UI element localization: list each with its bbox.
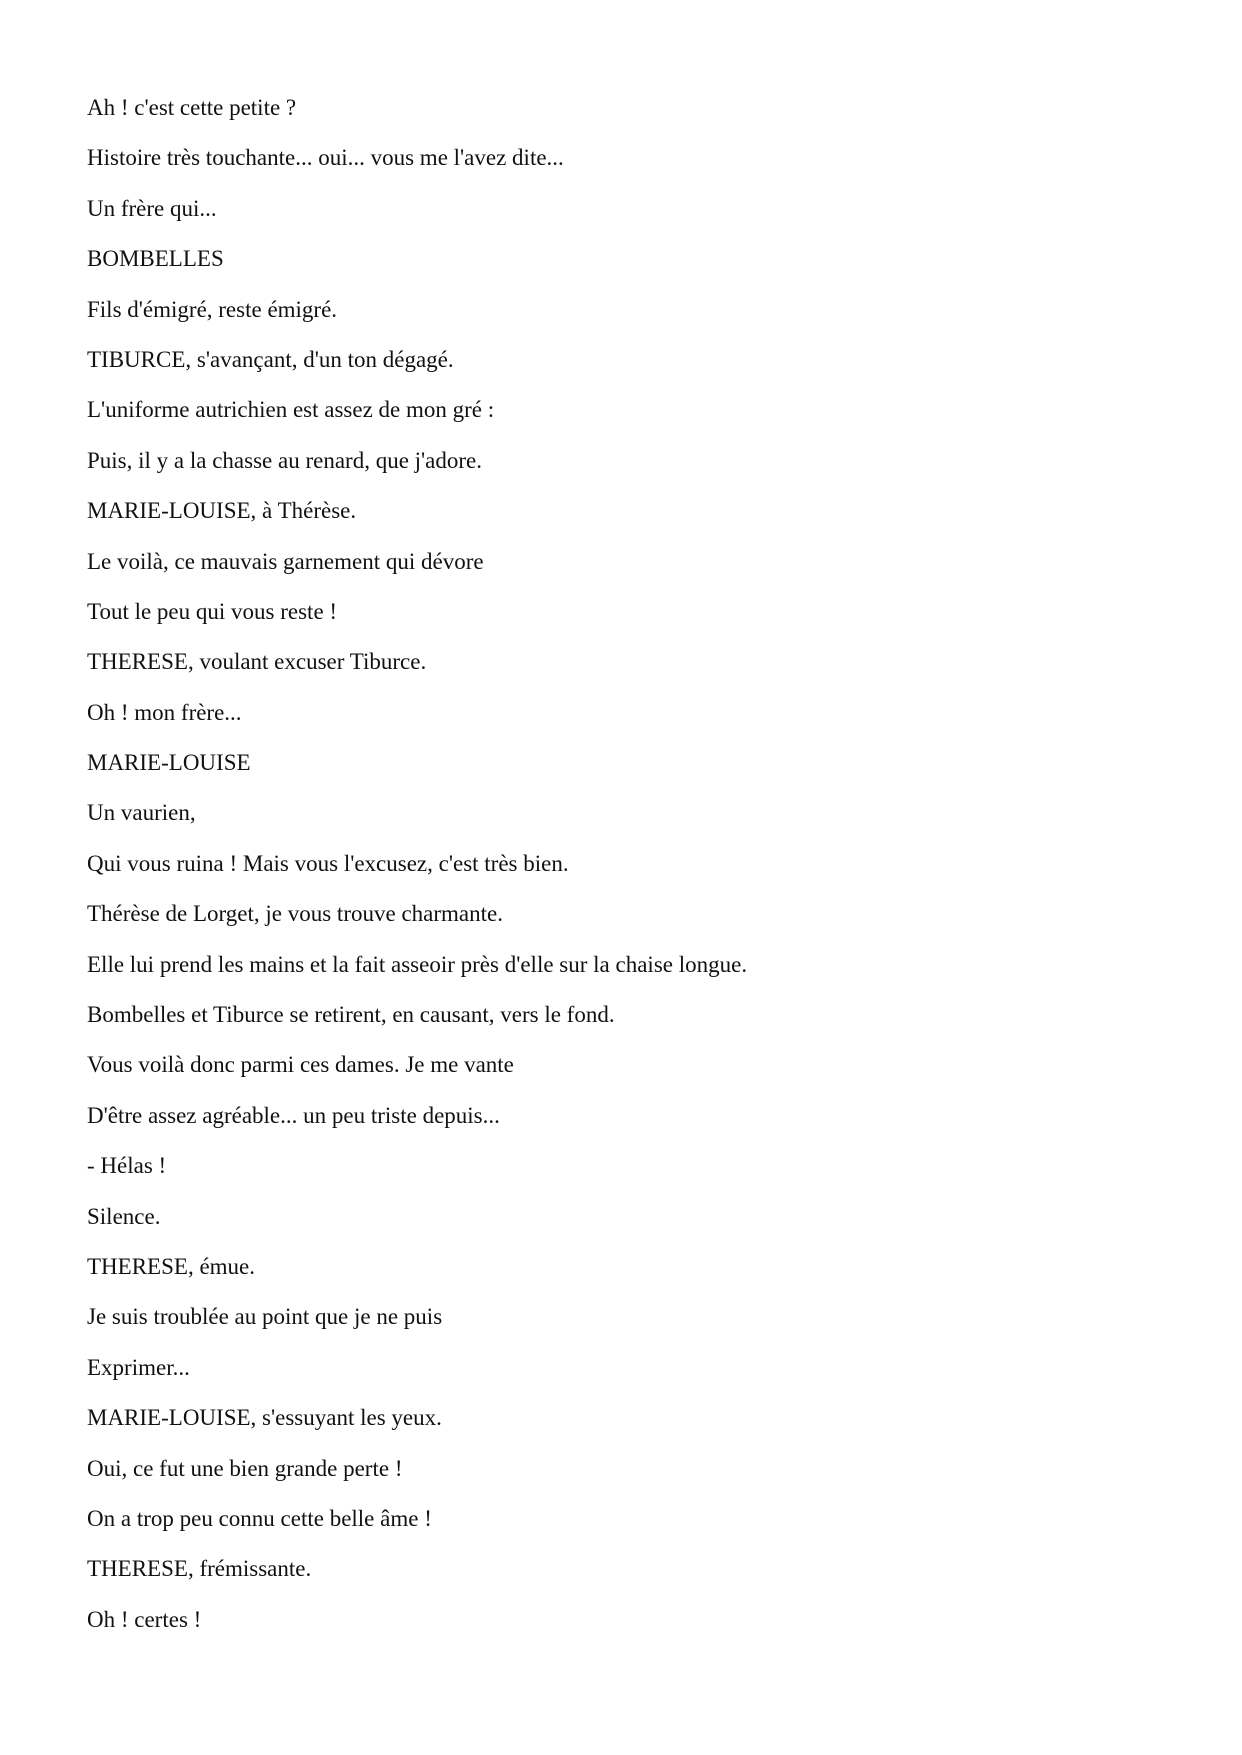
text-lines [87,94,1187,1656]
text-line: Oh ! certes ! [87,1606,202,1632]
text-line: Un vaurien, [87,800,196,826]
text-line: Ah ! c'est cette petite ? [87,95,297,120]
text-line: Oui, ce fut une bien grande perte ! [87,1455,403,1481]
speaker-name: THERESE, voulant excuser Tiburce. [87,649,427,675]
text-line: Vous voilà donc parmi ces dames. Je me vante [87,1052,514,1078]
text-line: Oh ! mon frère... [87,699,242,725]
speaker-name: TIBURCE, s'avançant, d'un ton dégagé. [87,346,454,372]
text-line: Qui vous ruina ! Mais vous l'excusez, c'est très bien. [87,850,569,876]
speaker-name: THERESE, frémissante. [87,1556,312,1582]
text-line: - Hélas ! [87,1153,167,1179]
text-line: Un frère qui... [87,195,217,221]
speaker-name: MARIE-LOUISE, à Thérèse. [87,498,357,524]
text-line: Thérèse de Lorget, je vous trouve charmante. [87,901,503,927]
stage-direction: Elle lui prend les mains et la fait asseoir près d'elle sur la chaise longue. [87,951,748,977]
text-line: On a trop peu connu cette belle âme ! [87,1505,432,1531]
speaker-name: BOMBELLES [87,246,224,272]
text-line: Fils d'émigré, reste émigré. [87,296,338,322]
speaker-name: MARIE-LOUISE, s'essuyant les yeux. [87,1405,442,1431]
text-line: Puis, il y a la chasse au renard, que j'adore. [87,447,483,473]
text-line: L'uniforme autrichien est assez de mon gré : [87,397,495,423]
text-line: Exprimer... [87,1354,190,1380]
text-line: Histoire très touchante... oui... vous me l'avez dite... [87,145,564,171]
stage-direction: Silence. [87,1203,161,1229]
text-line: D'être assez agréable... un peu triste depuis... [87,1102,500,1128]
text-line: Le voilà, ce mauvais garnement qui dévore [87,548,484,574]
speaker-name: THERESE, émue. [87,1253,255,1279]
stage-direction: Bombelles et Tiburce se retirent, en causant, vers le fond. [87,1002,615,1028]
speaker-name: MARIE-LOUISE [87,750,251,776]
text-line: Je suis troublée au point que je ne puis [87,1304,443,1330]
text-line: Tout le peu qui vous reste ! [87,598,338,624]
